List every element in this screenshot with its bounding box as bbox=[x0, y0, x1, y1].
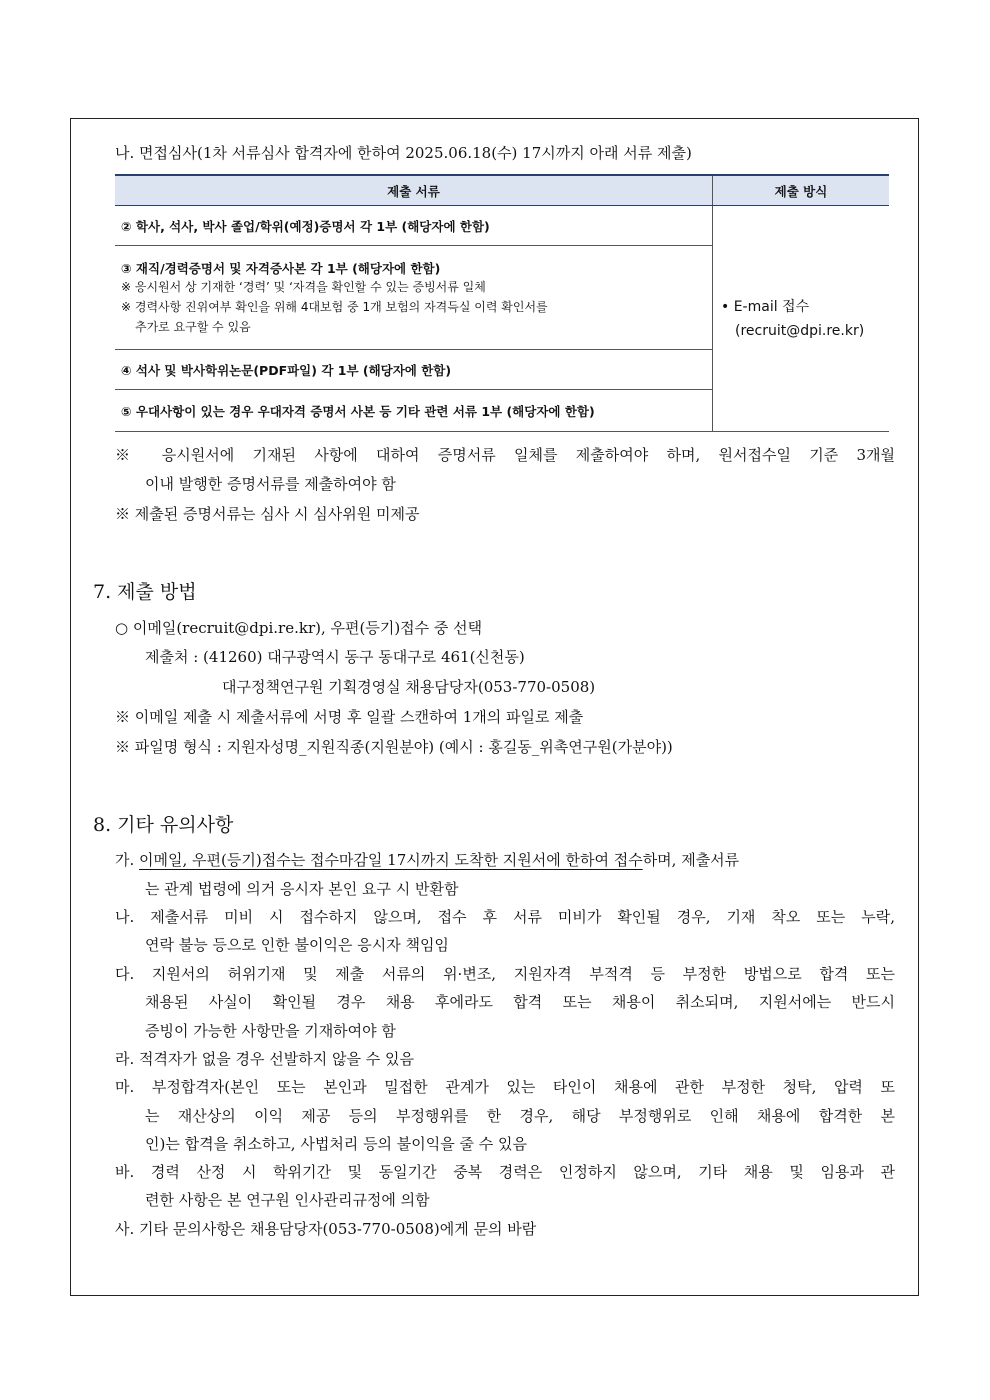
documents-table bbox=[115, 174, 889, 432]
note-ga-rest: 하며, 제출서류 bbox=[642, 851, 740, 869]
doc-row-career-note2: ※ 경력사항 진위여부 확인을 위해 4대보험 중 1개 보험의 자격득실 이력 확인서를 bbox=[121, 299, 548, 314]
submission-contact: 대구정책연구원 기획경영실 채용담당자(053-770-0508) bbox=[222, 678, 596, 696]
col-header-docs: 제출 서류 bbox=[115, 175, 713, 206]
doc-row-career-note2-cont: 추가로 요구할 수 있음 bbox=[135, 319, 251, 334]
table-header-row bbox=[115, 175, 889, 206]
filename-format-note: ※ 파일명 형식 : 지원자성명_지원직종(지원분야) (예시 : 홍길동_위촉연구원(가분야)) bbox=[115, 738, 673, 756]
note-ma-cont1: 는 재산상의 이익 제공 등의 부정행위를 한 경우, 해당 부정행위로 인해 채용에 합격한 본 bbox=[145, 1107, 895, 1125]
method-email-address: (recruit@dpi.re.kr) bbox=[735, 322, 865, 339]
note-ga bbox=[115, 849, 739, 870]
doc-row-degree: ② 학사, 석사, 박사 졸업/학위(예정)증명서 각 1부 (해당자에 한함) bbox=[115, 206, 713, 246]
section7-title: 7. 제출 방법 bbox=[93, 581, 197, 603]
note-ma-cont2: 인)는 합격을 취소하고, 사법처리 등의 불이익을 줄 수 있음 bbox=[145, 1135, 528, 1153]
note-ga-prefix: 가. bbox=[115, 851, 135, 869]
note-ma: 마. 부정합격자(본인 또는 본인과 밀접한 관계가 있는 타인이 채용에 관한 부정한 청탁, 압력 또 bbox=[115, 1078, 895, 1096]
email-scan-note: ※ 이메일 제출 시 제출서류에 서명 후 일괄 스캔하여 1개의 파일로 제출 bbox=[115, 708, 584, 726]
note-da: 다. 지원서의 허위기재 및 제출 서류의 위·변조, 지원자격 부적격 등 부정한 방법으로 합격 또는 bbox=[115, 965, 895, 983]
note-ba-cont: 련한 사항은 본 연구원 인사관리규정에 의함 bbox=[145, 1191, 430, 1209]
submission-method-cell bbox=[713, 206, 890, 432]
note-ga-cont: 는 관계 법령에 의거 응시자 본인 요구 시 반환함 bbox=[145, 880, 459, 898]
col-header-method: 제출 방식 bbox=[713, 175, 890, 206]
doc-row-thesis: ④ 석사 및 박사학위논문(PDF파일) 각 1부 (해당자에 한함) bbox=[115, 350, 713, 390]
submission-options: ○ 이메일(recruit@dpi.re.kr), 우편(등기)접수 중 선택 bbox=[115, 619, 483, 637]
note-ba: 바. 경력 산정 시 학위기간 및 동일기간 중복 경력은 인정하지 않으며, 기타 채용 및 임용과 관 bbox=[115, 1163, 895, 1181]
note-ga-underlined: 이메일, 우편(등기)접수는 접수마감일 17시까지 도착한 지원서에 한하여 접수 bbox=[139, 851, 643, 869]
note-no-reviewer: ※ 제출된 증명서류는 심사 시 심사위원 미제공 bbox=[115, 505, 420, 523]
method-email: • E-mail 접수 bbox=[721, 298, 810, 315]
note-da-cont1: 채용된 사실이 확인될 경우 채용 후에라도 합격 또는 채용이 취소되며, 지원서에는 반드시 bbox=[145, 993, 895, 1011]
section8-title: 8. 기타 유의사항 bbox=[93, 814, 234, 836]
note-sa: 사. 기타 문의사항은 채용담당자(053-770-0508)에게 문의 바람 bbox=[115, 1220, 537, 1238]
note-ra: 라. 적격자가 없을 경우 선발하지 않을 수 있음 bbox=[115, 1050, 414, 1068]
note-da-cont2: 증빙이 가능한 사항만을 기재하여야 함 bbox=[145, 1022, 396, 1040]
submission-address: 제출처 : (41260) 대구광역시 동구 동대구로 461(신천동) bbox=[145, 648, 525, 666]
doc-row-career-title: ③ 재직/경력증명서 및 자격증사본 각 1부 (해당자에 한함) bbox=[121, 260, 441, 276]
doc-row-career-note1: ※ 응시원서 상 기재한 ‘경력’ 및 ‘자격을 확인할 수 있는 증빙서류 일체 bbox=[121, 279, 486, 294]
doc-row-preference: ⑤ 우대사항이 있는 경우 우대자격 증명서 사본 등 기타 관련 서류 1부 (해당자에 한함) bbox=[115, 390, 713, 432]
note-na-cont: 연락 불능 등으로 인한 불이익은 응시자 책임임 bbox=[145, 936, 449, 954]
interview-heading: 나. 면접심사(1차 서류심사 합격자에 한하여 2025.06.18(수) 17시까지 아래 서류 제출) bbox=[115, 144, 692, 162]
doc-row-career bbox=[115, 246, 713, 350]
table-row bbox=[115, 206, 889, 246]
note-certificates-cont: 이내 발행한 증명서류를 제출하여야 함 bbox=[145, 475, 396, 493]
note-na: 나. 제출서류 미비 시 접수하지 않으며, 접수 후 서류 미비가 확인될 경우, 기재 착오 또는 누락, bbox=[115, 908, 895, 926]
note-certificates: ※ 응시원서에 기재된 사항에 대하여 증명서류 일체를 제출하여야 하며, 원서접수일 기준 3개월 bbox=[115, 446, 895, 464]
